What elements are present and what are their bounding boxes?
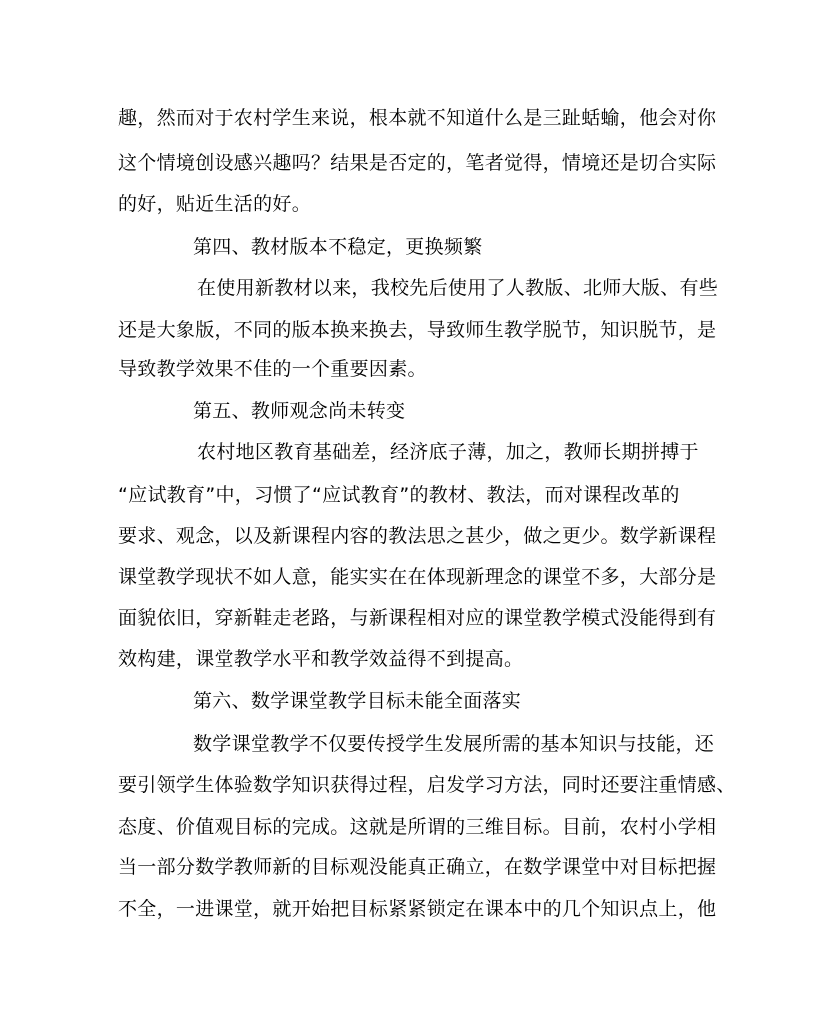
section-heading: 第四、教材版本不稳定，更换频繁 [193,236,483,258]
text-line: 的好，贴近生活的好。 [118,193,312,215]
text-line: “应试教育”中，习惯了“应试教育”的教材、教法，而对课程改革的 [118,484,680,506]
text-line: 导致教学效果不佳的一个重要因素。 [118,358,427,380]
text-line: 态度、价值观目标的完成。这就是所谓的三维目标。目前，农村小学相 [118,816,717,838]
text-line: 面貌依旧，穿新鞋走老路，与新课程相对应的课堂教学模式没能得到有 [118,607,717,629]
section-heading: 第五、教师观念尚未转变 [193,400,406,422]
text-line: 当一部分数学教师新的目标观没能真正确立，在数学课堂中对目标把握 [118,856,717,878]
text-line: 要求、观念，以及新课程内容的教法思之甚少，做之更少。数学新课程 [118,525,717,547]
text-line: 这个情境创设感兴趣吗？结果是否定的，笔者觉得，情境还是切合实际 [118,152,717,174]
text-line: 在使用新教材以来，我校先后使用了人教版、北师大版、有些 [197,277,719,299]
text-line: 还是大象版，不同的版本换来换去，导致师生教学脱节，知识脱节，是 [118,319,717,341]
text-line: 不全，一进课堂，就开始把目标紧紧锁定在课本中的几个知识点上，他 [118,898,717,920]
text-line: 课堂教学现状不如人意，能实实在在体现新理念的课堂不多，大部分是 [118,566,717,588]
text-line: 趣，然而对于农村学生来说，根本就不知道什么是三趾蛞蝓，他会对你 [118,107,717,129]
section-heading: 第六、数学课堂教学目标未能全面落实 [193,690,522,712]
text-line: 要引领学生体验数学知识获得过程，启发学习方法，同时还要注重情感、 [118,774,736,796]
text-line: 效构建，课堂教学水平和教学效益得不到提高。 [118,648,524,670]
text-line: 数学课堂教学不仅要传授学生发展所需的基本知识与技能，还 [193,733,715,755]
text-line: 农村地区教育基础差，经济底子薄，加之，教师长期拼搏于 [197,441,699,463]
